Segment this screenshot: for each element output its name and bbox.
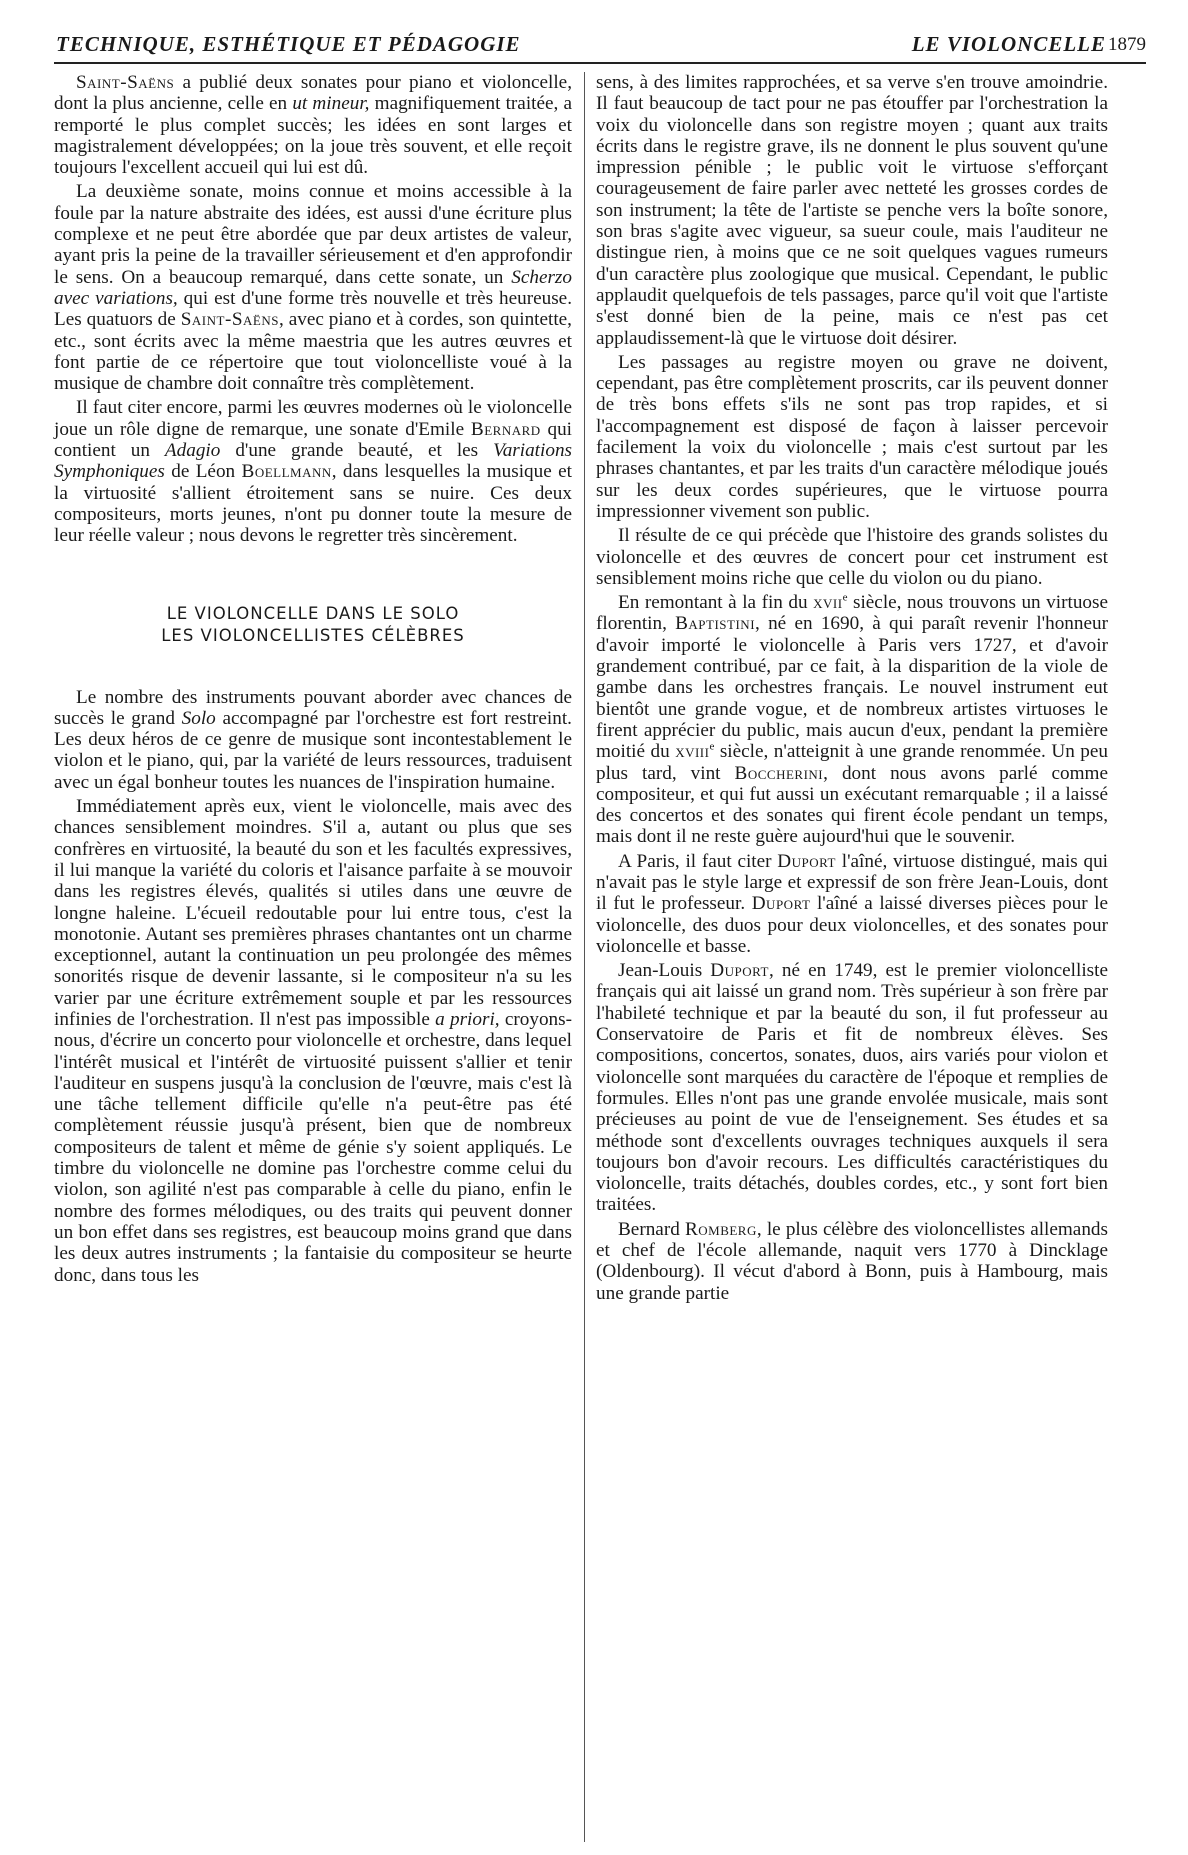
left-column xyxy=(54,72,572,1289)
text-run: , né en 1690, à qui paraît revenir l'honneur d'avoir importé le violoncelle à Paris vers 1727, et d'avoir grandement contribué, par ce fait, à la disparition de la viole de gambe dans les orchestres français. Le nouvel instrument eut bientôt une grande vogue, et de nombreux artistes virtuoses le firent apprécier du public, mais aucun d'eux, pendant la première moitié du xyxy=(596,613,1108,763)
text-run: qui est d'une forme très nouvelle et très heureuse. Les quatuors de xyxy=(54,287,572,331)
text-run: , dont nous avons parlé comme compositeur, et qui fut aussi un exécutant remarquable ; il a laissé des concertos et des sonates qui firent école pendant un temps, mais dont il ne reste guère aujourd'hui que le souvenir. xyxy=(596,762,1108,848)
italic-run: Variations Symphoniques xyxy=(54,440,573,483)
text-run: , le plus célèbre des violoncellistes allemands et chef de l'école allemande, naquit vers 1770 à Dincklage (Oldenbourg). Il vécut d'abord à Bonn, puis à Hambourg, mais une grande partie xyxy=(596,1218,1108,1304)
paragraph xyxy=(596,1219,1108,1304)
text-run: A Paris, il faut citer xyxy=(618,850,778,872)
paragraph xyxy=(596,960,1108,1216)
header-section-title: TECHNIQUE, ESTHÉTIQUE ET PÉDAGOGIE xyxy=(56,32,521,56)
paragraph xyxy=(54,181,572,394)
text-run: siècle, n'atteignit à une grande renommée. Un peu plus tard, vint xyxy=(596,741,1108,784)
text-run: l'aîné a laissé diverses pièces pour le violoncelle, des duos pour deux violoncelles, et des sonates pour violoncelle et basse. xyxy=(596,893,1108,957)
right-column xyxy=(596,72,1108,1307)
italic-run: a priori, xyxy=(435,1008,500,1030)
paragraph: Il résulte de ce qui précède que l'histoire des grands solistes du violoncelle et des œuvres de concert pour cet instrument est sensiblement moins riche que celle du violon ou du piano. xyxy=(596,525,1108,589)
paragraph xyxy=(54,72,572,178)
italic-run: Scherzo avec variations, xyxy=(54,266,572,309)
text-run: , né en 1749, est le premier violoncelliste français qui ait laissé un grand nom. Très supérieur à son frère par l'habileté technique et par la beauté du son, il fut professeur au Conservatoire de Paris et fit de nombreux élèves. Ses compositions, concertos, sonates, duos, airs variés pour violon et violoncelle sont marquées du caractère de l'époque et remplies de formules. Elles n'ont pas une grande envolée musicale, mais sont précieuses au point de vue de l'enseignement. Ses études et sa méthode sont d'excellents ouvrages techniques auxquels il sera toujours bon d'avoir recours. Les difficultés caractéristiques du violoncelle, traits détachés, doubles cordes, etc., y sont fort bien traitées. xyxy=(596,960,1108,1216)
text-run: Le nombre des instruments pouvant aborder avec chances de succès le grand xyxy=(54,686,572,729)
text-run: qui contient un xyxy=(54,418,572,462)
paragraph xyxy=(596,851,1108,957)
italic-run: Adagio xyxy=(164,440,221,462)
section-heading-line: LE VIOLONCELLE DANS LE SOLO xyxy=(166,603,460,623)
composer-name: Romberg xyxy=(684,1218,757,1240)
composer-name: Boccherini xyxy=(734,762,824,784)
text-run: magnifiquement traitée, a remporté le plus complet succès; les idées en sont larges et magistralement développées; on la joue très souvent, et elle reçoit toujours l'excellent accueil qui lui est dû. xyxy=(54,93,573,179)
text-run: Jean-Louis xyxy=(618,960,711,982)
text-run: , dans lesquelles la musique et la virtuosité s'allient étroitement sans se nuire. Ces deux compositeurs, morts jeunes, n'ont pu donner toute la mesure de leur réelle valeur ; nous devons le regretter très sincèrement. xyxy=(54,461,572,547)
section-heading xyxy=(54,603,572,647)
text-run: de Léon xyxy=(164,461,242,483)
header-chapter-title: LE VIOLONCELLE xyxy=(911,32,1106,56)
paragraph: Les passages au registre moyen ou grave ne doivent, cependant, pas être complètement proscrits, car ils peuvent donner de très bons effets s'ils ne sont pas trop rapides, et si l'accompagnement est disposé de façon à laisser percevoir facilement la voix du violoncelle ; mais c'est surtout par les phrases chantantes, et par les traits d'un caractère mélodique joués sur les deux cordes supérieures, que le virtuose pourra impressionner vivement son public. xyxy=(596,351,1108,522)
composer-name: Bernard xyxy=(470,418,541,440)
composer-name: Saint-Saëns xyxy=(180,309,279,331)
text-run: Bernard xyxy=(618,1218,685,1240)
text-run: l'aîné, virtuose distingué, mais qui n'avait pas le style large et expressif de son frère Jean-Louis, dont il fut le professeur. xyxy=(596,850,1109,915)
text-run: accompagné par l'orchestre est fort restreint. Les deux héros de ce genre de musique sont incontestablement le violon et le piano, qui, par la variété de leurs ressources, traduisent avec un égal bonheur toutes les nuances de l'inspiration humaine. xyxy=(54,707,572,793)
composer-name: Duport xyxy=(751,893,811,915)
text-run: En remontant à la fin du xyxy=(618,592,814,614)
section-heading-line: LES VIOLONCELLISTES CÉLÈBRES xyxy=(161,625,465,645)
text-run: Immédiatement après eux, vient le violoncelle, mais avec des chances sensiblement moindres. S'il a, autant ou plus que ses confrères en virtuosité, la beauté du son et les facultés expressives, il lui manque la variété du coloris et l'aisance parfaite à se mouvoir dans les registres élevés, qualités si utiles dans une œuvre de longne haleine. L'écueil redoutable pour lui entre tous, c'est la monotonie. Autant ses premières phrases chantantes ont un charme exceptionnel, autant la continuation un peu prolongée des mêmes sonorités risque de devenir lassante, si le compositeur n'a su les varier par une écriture extrêmement souple et par les ressources infinies de l'orchestration. Il n'est pas impossible xyxy=(54,796,572,1030)
text-run: , avec piano et à cordes, son quintette, etc., sont écrits avec la même maestria que les autres œuvres et font partie de ce répertoire que tout violoncelliste voué à la musique de chambre doit connaître très complètement. xyxy=(54,309,572,395)
paragraph xyxy=(54,687,572,793)
page-number: 1879 xyxy=(1108,34,1146,55)
paragraph xyxy=(54,796,572,1286)
text-run: siècle, nous trouvons un virtuose florentin, xyxy=(596,592,1108,635)
italic-run: Solo xyxy=(181,707,216,729)
text-run: d'une grande beauté, et les xyxy=(220,440,494,462)
column-divider xyxy=(584,72,585,1842)
header-rule xyxy=(54,62,1146,64)
italic-run: ut mineur, xyxy=(292,93,370,115)
superscript: e xyxy=(709,740,715,753)
century-numeral: xviii xyxy=(675,741,710,763)
text-run: croyons-nous, d'écrire un concerto pour violoncelle et orchestre, dans lequel l'intérêt musical et l'intérêt de virtuosité puissent s'allier et tenir l'auditeur en suspens jusqu'à la conclusion de l'œuvre, mais c'est là une tâche tellement difficile qu'elle n'a peut-être pas été complètement réussie jusqu'à présent, bien que de nombreux compositeurs de talent et même de génie s'y soient appliqués. Le timbre du violoncelle ne domine pas l'orchestre comme celui du violon, son agilité n'est pas comparable à celle du piano, enfin le nombre des formes mélodiques, ou des traits qui peuvent donner un bon effet dans ses registres, est beaucoup moins grand que dans les deux autres instruments ; la fantaisie du compositeur se heurte donc, dans tous les xyxy=(54,1008,572,1286)
century-numeral: xvii xyxy=(813,592,843,614)
text-run: a publié deux sonates pour piano et violoncelle, dont la plus ancienne, celle en xyxy=(54,72,572,115)
running-header xyxy=(54,30,1146,66)
composer-name: Duport xyxy=(777,850,836,872)
text-run: La deuxième sonate, moins connue et moins accessible à la foule par la nature abstraite des idées, est aussi d'une écriture plus complexe et ne peut être abordée que par deux artistes de valeur, ayant pris la peine de la travailler sérieusement et d'en approfondir le sens. On a beaucoup remarqué, dans cette sonate, un xyxy=(54,181,572,288)
composer-name: Duport xyxy=(710,960,769,982)
composer-name: Saint-Saëns xyxy=(76,72,175,93)
paragraph xyxy=(54,397,572,546)
text-run: Il faut citer encore, parmi les œuvres modernes où le violoncelle joue un rôle digne de remarque, une sonate d'Emile xyxy=(54,397,572,440)
superscript: e xyxy=(842,591,848,604)
composer-name: Baptistini xyxy=(675,613,756,635)
composer-name: Boellmann xyxy=(241,461,332,483)
paragraph xyxy=(596,592,1108,848)
paragraph: sens, à des limites rapprochées, et sa verve s'en trouve amoindrie. Il faut beaucoup de tact pour ne pas étouffer par l'orchestration la voix du violoncelle dans son registre moyen ; quant aux traits écrits dans le registre grave, ils ne donnent le plus souvent qu'une impression pénible ; le public voit le virtuose s'efforçant courageusement de faire parler avec netteté les grosses cordes de son instrument; la tête de l'artiste se penche vers la boîte sonore, son bras s'agite avec vigueur, sa sueur coule, mais l'auditeur ne distingue rien, à moins que ce ne soit quelques vagues rumeurs d'un caractère plus zoologique que musical. Cependant, le public applaudit quelquefois de tels passages, parce qu'il voit que l'artiste s'est donné bien de la peine, mais ce n'est pas cet applaudissement-là que le virtuose doit désirer. xyxy=(596,72,1108,349)
